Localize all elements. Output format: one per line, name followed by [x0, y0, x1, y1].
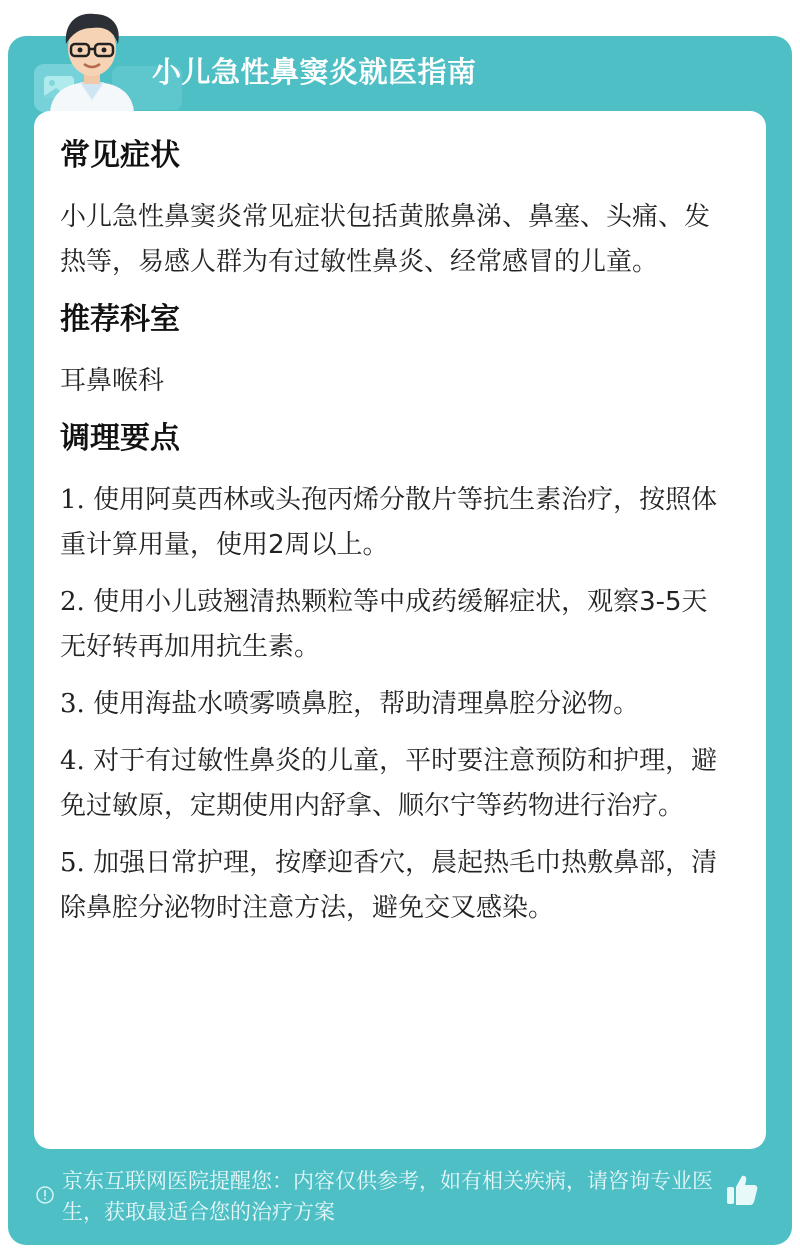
list-item-number: 1.: [60, 485, 85, 515]
list-item: [60, 841, 730, 931]
list-item-number: 5.: [60, 848, 85, 878]
list-item: [60, 580, 730, 670]
page-title: 小儿急性鼻窦炎就医指南: [152, 55, 477, 89]
list-item-text: 对于有过敏性鼻炎的儿童，平时要注意预防和护理，避免过敏原，定期使用内舒拿、顺尔宁等药物进行治疗。: [60, 746, 718, 821]
symptoms-text: 小儿急性鼻窦炎常见症状包括黄脓鼻涕、鼻塞、头痛、发热等，易感人群为有过敏性鼻炎、经常感冒的儿童。: [60, 202, 711, 277]
list-item-text: 加强日常护理，按摩迎香穴，晨起热毛巾热敷鼻部，清除鼻腔分泌物时注意方法，避免交叉感染。: [60, 848, 718, 923]
list-item-number: 3.: [60, 689, 85, 719]
list-item: [60, 478, 730, 568]
disclaimer-text: 京东互联网医院提醒您：内容仅供参考，如有相关疾病，请咨询专业医生，获取最适合您的治疗方案: [62, 1169, 713, 1224]
footer-disclaimer: [8, 1160, 792, 1245]
list-item-text: 使用海盐水喷雾喷鼻腔，帮助清理鼻腔分泌物。: [93, 689, 640, 719]
doctor-avatar-icon: [44, 8, 140, 112]
card-content: [60, 133, 730, 943]
department-text: 耳鼻喉科: [60, 366, 165, 396]
list-item-number: 2.: [60, 587, 85, 617]
care-title: 调理要点: [60, 421, 180, 456]
department-title: 推荐科室: [60, 302, 180, 337]
list-item: [60, 682, 730, 727]
info-icon: [36, 1186, 54, 1204]
content-card: [34, 111, 766, 1149]
symptoms-title: 常见症状: [60, 138, 180, 173]
list-item: [60, 739, 730, 829]
list-item-number: 4.: [60, 746, 85, 776]
list-item-text: 使用阿莫西林或头孢丙烯分散片等抗生素治疗，按照体重计算用量，使用2周以上。: [60, 485, 718, 560]
list-item-text: 使用小儿豉翘清热颗粒等中成药缓解症状，观察3-5天无好转再加用抗生素。: [60, 587, 708, 662]
thumbs-up-icon[interactable]: [724, 1172, 760, 1208]
